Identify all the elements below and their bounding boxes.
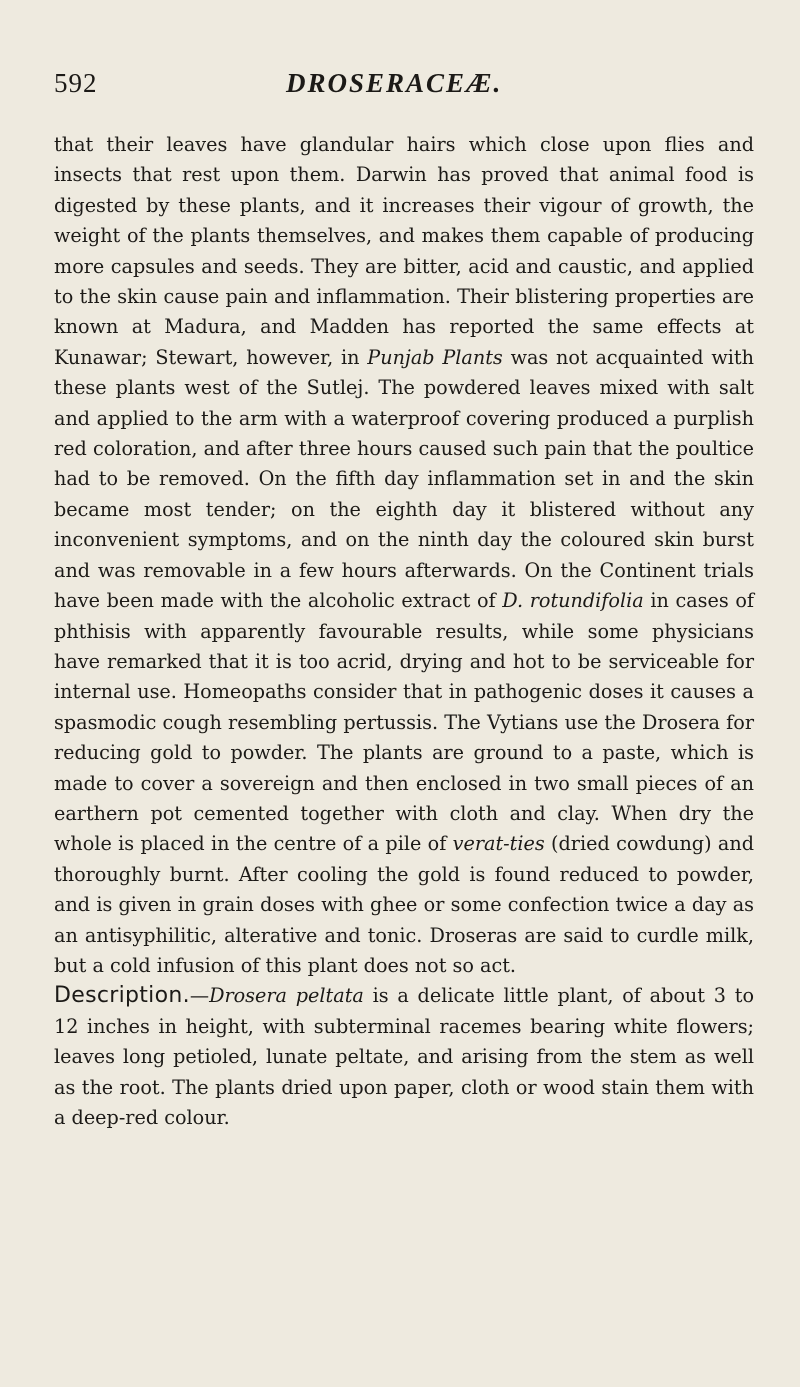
text-segment: (dried cowdung) and thoroughly burnt. After cooling the gold is found reduced to powder, and is given in grain doses with ghee or some confection twice a day as an antisyphilitic, alterative and tonic. Droseras are said to curdle milk, but a cold infusion of this plant does not so act. <box>54 832 754 977</box>
text-segment: that their leaves have glandular hairs which close upon flies and insects that rest upon them. Darwin has proved that animal food is digested by these plants, and it increases their vigour of growth, the weight of the plants themselves, and makes them capable of producing more capsules and seeds. They are bitter, acid and caustic, and applied to the skin cause pain and inflammation. Their blistering properties are known at Madura, and Madden has reported the same effects at Kunawar; Stewart, however, in <box>54 133 754 369</box>
species-name-rotundifolia: D. rotundifolia <box>502 589 644 613</box>
text-segment: in cases of phthisis with apparently favourable results, while some physicians have remarked that it is too acrid, drying and hot to be serviceable for internal use. Homeopaths consider that in pathogenic doses it causes a spasmodic cough resembling pertussis. The Vytians use the Drosera for reducing gold to powder. The plants are ground to a paste, which is made to cover a sovereign and then enclosed in two small pieces of an earthern pot cemented together with cloth and clay. When dry the whole is placed in the centre of a pile of <box>54 589 754 856</box>
em-dash: — <box>189 984 210 1008</box>
species-name-peltata: Drosera peltata <box>209 984 364 1008</box>
text-segment: is a delicate little plant, of about 3 to 12 inches in height, with subterminal racemes bearing white flowers; leaves long petioled, lunate peltate, and arising from the stem as well as the root. The plants dried upon paper, cloth or wood stain them with a deep-red colour. <box>54 984 754 1129</box>
body-text <box>54 130 754 1133</box>
text-segment: was not acquainted with these plants west of the Sutlej. The powdered leaves mixed with salt and applied to the arm with a waterproof covering produced a purplish red coloration, and after three hours caused such pain that the poultice had to be removed. On the fifth day inflammation set in and the skin became most tender; on the eighth day it blistered without any inconvenient symptoms, and on the ninth day the coloured skin burst and was removable in a few hours afterwards. On the Continent trials have been made with the alcoholic extract of <box>54 345 754 613</box>
section-heading-description: Description. <box>54 983 190 1009</box>
running-title: DROSERACEÆ. <box>286 68 503 98</box>
paragraph-description <box>54 981 754 1133</box>
term-verat-ties: verat-ties <box>452 832 545 856</box>
page-number: 592 <box>54 68 98 98</box>
book-page <box>54 68 754 1133</box>
paragraph-drosera-properties <box>54 130 754 981</box>
book-title-punjab-plants: Punjab Plants <box>367 345 503 369</box>
running-head <box>54 68 754 112</box>
